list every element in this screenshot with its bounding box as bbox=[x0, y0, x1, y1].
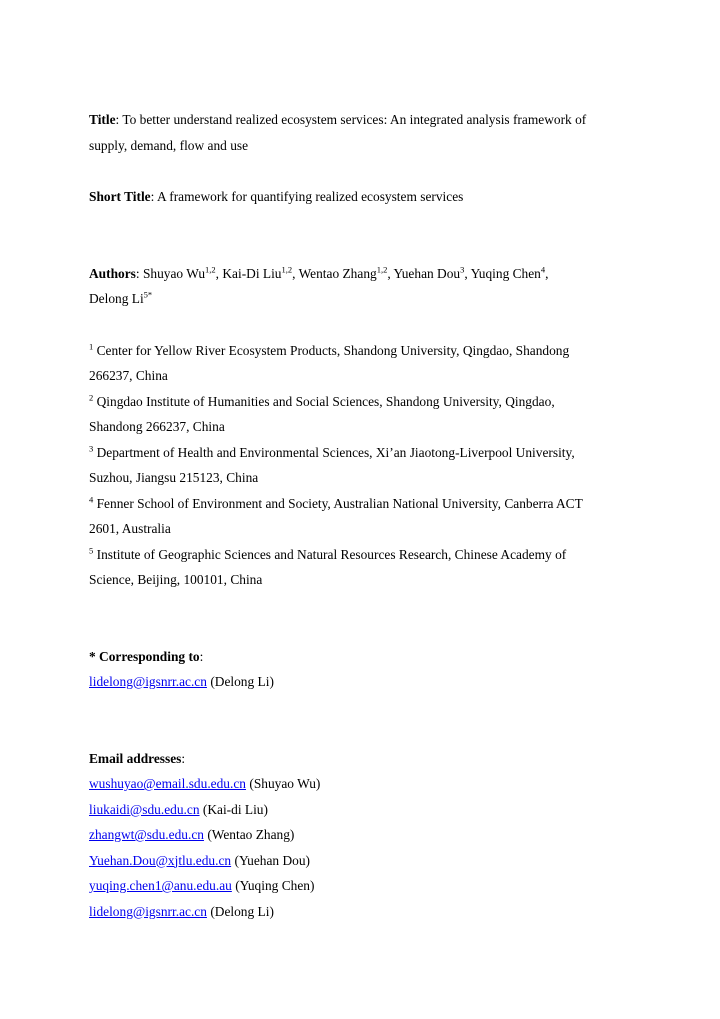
title-text-line2: supply, demand, flow and use bbox=[89, 137, 249, 153]
author-name: Wentao Zhang bbox=[298, 265, 377, 281]
author-affiliation-sup: 3 bbox=[460, 264, 465, 275]
email-link[interactable]: zhangwt@sdu.edu.cn bbox=[89, 827, 204, 842]
email-addresses-block: Email addresses: wushuyao@email.sdu.edu.cn (Shuyao Wu) liukaidi@sdu.edu.cn (Kai-di Liu) zhangwt@sdu.edu.cn (Wentao Zhang) Yuehan.Dou@xjtlu.edu.cn (Yuehan Dou) yuqing.chen1@anu.edu.au (Yuqing Chen) lidelong@igsnrr.ac.cn (Delong Li) bbox=[89, 746, 649, 925]
affiliation-number: 1 bbox=[89, 341, 94, 352]
email-link[interactable]: Yuehan.Dou@xjtlu.edu.cn bbox=[89, 852, 232, 868]
affiliation-number: 2 bbox=[89, 392, 94, 403]
email-item: yuqing.chen1@anu.edu.au (Yuqing Chen) bbox=[89, 878, 315, 893]
author-name: Yuehan Dou bbox=[393, 265, 461, 281]
email-item: liukaidi@sdu.edu.cn (Kai-di Liu) bbox=[89, 801, 268, 817]
affiliation-item: $^1$ Center for Yellow River Ecosystem Products, Shandong University, Qingdao, Shandong bbox=[89, 341, 570, 358]
author-affiliation-sup: 1,2 bbox=[205, 264, 216, 275]
author-affiliation-sup: 1,2 bbox=[281, 264, 293, 275]
author-name: Kai-Di Liu bbox=[222, 265, 282, 281]
email-link[interactable]: wushuyao@email.sdu.edu.cn bbox=[89, 776, 246, 791]
email-addresses-label: Email addresses bbox=[89, 750, 182, 766]
affiliation-number: 4 bbox=[89, 494, 94, 505]
author-name: Shuyao Wu bbox=[142, 265, 206, 281]
authors-block: Authors: Shuyao Wu$^{1,2}$, Kai-Di Liu$^{1,2}$, Wentao Zhang$^{1,2}$, Yuehan Dou$^3$, Yuqing Chen$^4$, Delong $Li^{5*}$ bbox=[89, 264, 549, 306]
short-title-label: Short Title bbox=[89, 189, 151, 204]
affiliation-number: 3 bbox=[89, 443, 94, 454]
affiliation-item: $^5$ Institute of Geographic Sciences and Natural Resources Research, Chinese Academy of bbox=[89, 545, 567, 562]
corresponding-block: * Corresponding to: lidelong@igsnrr.ac.cn (Delong Li) bbox=[89, 648, 274, 689]
email-item: zhangwt@sdu.edu.cn (Wentao Zhang) bbox=[89, 827, 295, 842]
author-name: Yuqing Chen bbox=[470, 265, 541, 281]
affiliation-item: $^2$ Qingdao Institute of Humanities and Social Sciences, Shandong University, Qingdao, bbox=[89, 392, 555, 409]
corresponding-name: (Delong Li) bbox=[210, 674, 274, 689]
author-affiliation-sup: 1,2 bbox=[376, 264, 388, 275]
email-item: Yuehan.Dou@xjtlu.edu.cn (Yuehan Dou) bbox=[89, 852, 310, 868]
author-affiliation-sup: 4 bbox=[540, 264, 546, 275]
corresponding-email-link[interactable]: lidelong@igsnrr.ac.cn bbox=[89, 674, 207, 689]
corresponding-label: * Corresponding to bbox=[89, 648, 200, 664]
affiliations-block: $^1$ Center for Yellow River Ecosystem Products, Shandong University, Qingdao, Shandong 266237, China $^2$ Qingdao Institute of Humanities and Social Sciences, Shandong University, Qingdao, Shandong 266237, China $^3$ Department of Health and Environmental Sciences, Xi’an Jiaotong-Liverpool University, Suzhou, Jiangsu 215123, China $^4$ Fenner School of Environment and Society, Australian National University, Canberra ACT 2601, Australia $^5$ Institute of Geographic Sciences and Natural Resources Research, Chinese Academy of Science, Beijing, 100101, China bbox=[89, 338, 649, 593]
short-title-block: Short Title: A framework for quantifying realized ecosystem services bbox=[89, 189, 464, 204]
email-item: lidelong@igsnrr.ac.cn (Delong Li) bbox=[89, 903, 274, 919]
affiliation-number: 5 bbox=[89, 545, 94, 556]
author-name: Delong Li bbox=[89, 291, 144, 306]
affiliation-item: $^4$ Fenner School of Environment and Society, Australian National University, Canberra ACT bbox=[89, 494, 583, 511]
email-link[interactable]: yuqing.chen1@anu.edu.au bbox=[89, 878, 232, 893]
affiliation-item: $^3$ Department of Health and Environmental Sciences, Xi’an Jiaotong-Liverpool University, bbox=[89, 443, 575, 460]
title-block: Title: To better understand realized ecosystem services: An integrated analysis framework of supply, demand, flow and use bbox=[89, 112, 587, 153]
title-label: Title bbox=[89, 112, 116, 127]
email-item: wushuyao@email.sdu.edu.cn (Shuyao Wu) bbox=[89, 776, 321, 791]
author-affiliation-sup: 5* bbox=[143, 289, 153, 300]
authors-label: Authors bbox=[89, 265, 136, 281]
email-link[interactable]: lidelong@igsnrr.ac.cn bbox=[89, 903, 207, 919]
document-page bbox=[89, 107, 649, 924]
title-text-line1: To better understand realized ecosystem services: An integrated analysis framework of bbox=[122, 112, 587, 127]
short-title-text: A framework for quantifying realized ecosystem services bbox=[156, 189, 464, 204]
email-link[interactable]: liukaidi@sdu.edu.cn bbox=[89, 801, 200, 817]
